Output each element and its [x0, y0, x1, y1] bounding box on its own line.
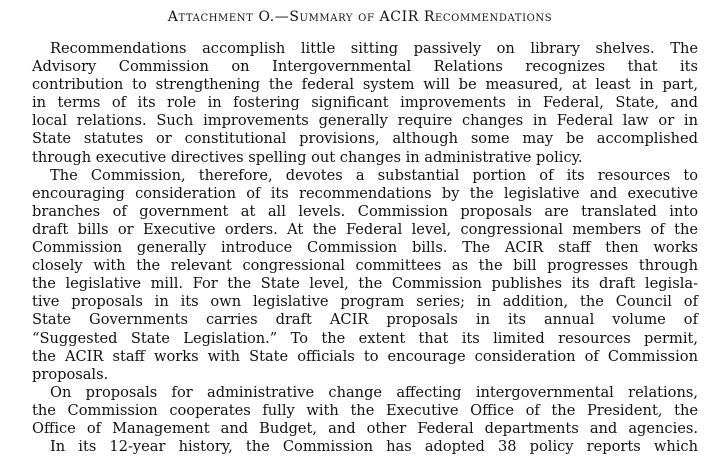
paragraph-3	[14, 384, 698, 456]
text-line: Office of Management and Budget, and other Federal departments and agencies.	[32, 419, 698, 437]
text-line: draft bills or Executive orders. At the Federal level, congressional members of the	[32, 220, 698, 238]
text-line: The Commission, therefore, devotes a substantial portion of its resources to	[50, 166, 698, 184]
text-line: “Suggested State Legislation.” To the extent that its limited resources permit,	[32, 329, 698, 347]
text-line: Recommendations accomplish little sitting passively on library shelves. The	[50, 40, 698, 57]
text-line: encouraging consideration of its recommendations by the legislative and executive	[32, 184, 698, 202]
text-line: in terms of its role in fostering significant improvements in Federal, State, and	[32, 94, 698, 112]
text-line: On proposals for administrative change affecting intergovernmental relations,	[50, 383, 698, 401]
text-line: the ACIR staff works with State officials to encourage consideration of Commission	[32, 347, 698, 365]
attachment-title: Attachment O.—Summary of ACIR Recommendations	[167, 9, 553, 25]
text-line: Advisory Commission on Intergovernmental Relations recognizes that its	[32, 58, 698, 76]
text-line: the legislative mill. For the State level, the Commission publishes its draft legisla-	[32, 275, 698, 293]
paragraph-2	[14, 167, 698, 384]
text-line: Commission generally introduce Commission bills. The ACIR staff then works	[32, 239, 698, 257]
text-line: tive proposals in its own legislative program series; in addition, the Council of	[32, 293, 698, 311]
text-line: closely with the relevant congressional committees as the bill progresses through	[32, 257, 698, 275]
paragraph-1	[14, 40, 698, 167]
text-line: branches of government at all levels. Commission proposals are translated into	[32, 202, 698, 220]
text-line: through executive directives spelling out changes in administrative policy.	[32, 148, 583, 166]
text-line: State statutes or constitutional provisions, although some may be accomplished	[32, 130, 698, 148]
text-line: contribution to strengthening the federal system will be measured, at least in part,	[32, 76, 698, 94]
text-line: proposals.	[32, 365, 109, 383]
text-line: local relations. Such improvements generally require changes in Federal law or in	[32, 112, 698, 130]
text-line: In its 12-year history, the Commission has adopted 38 policy reports which	[50, 438, 698, 456]
document-body	[14, 40, 698, 456]
text-line: the Commission cooperates fully with the Executive Office of the President, the	[32, 401, 698, 419]
text-line: State Governments carries draft ACIR proposals in its annual volume of	[32, 311, 698, 329]
